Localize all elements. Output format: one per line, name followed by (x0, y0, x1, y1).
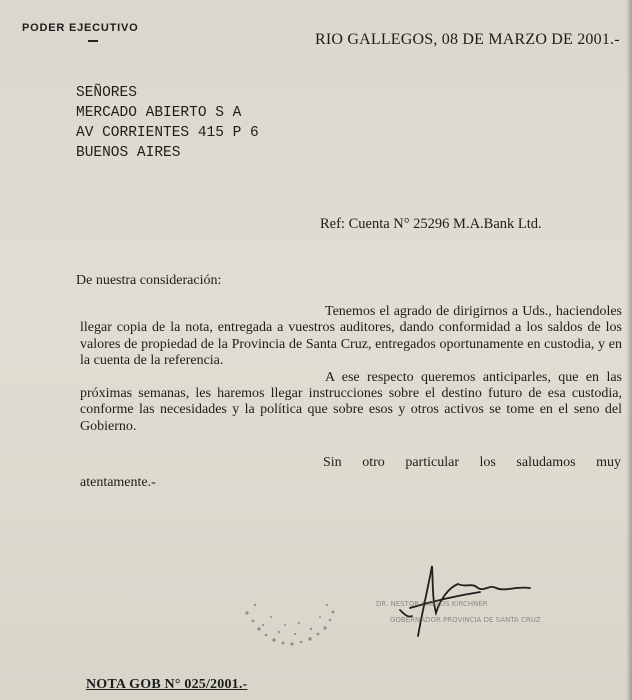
signature-title-line: GOBERNADOR PROVINCIA DE SANTA CRUZ (390, 616, 541, 624)
closing-last: atentamente.- (80, 475, 156, 490)
closing-word: los (479, 455, 496, 470)
paragraph-1: Tenemos el agrado de dirigirnos a Uds., haciendoles llegar copia de la nota, entregada a vuestros auditores, dando conformidad a los saldos de los valores de propiedad de la Provincia de Santa Cruz, entregados oportunamente en custodia, y en la cuenta de la referencia. (80, 304, 622, 369)
page-edge-shadow (626, 0, 632, 700)
greeting: De nuestra consideración: (76, 273, 222, 288)
addressee-block (76, 83, 259, 163)
addressee-line: MERCADO ABIERTO S A (76, 105, 242, 121)
closing-line (323, 455, 621, 471)
signature (370, 558, 545, 643)
nota-number: NOTA GOB N° 025/2001.- (86, 677, 248, 692)
closing-word: muy (596, 455, 621, 470)
stamp-seal (235, 585, 345, 655)
closing-word: otro (362, 455, 385, 470)
paragraph-2: A ese respecto queremos anticiparles, que en las próximas semanas, les haremos llegar instrucciones sobre el destino futuro de esa custodia, conforme las necesidades y la política que sobre esos y otros activos se tome en el seno del Gobierno. (80, 369, 622, 434)
closing-word: Sin (323, 455, 342, 470)
letter-body (80, 304, 622, 435)
reference-line: Ref: Cuenta N° 25296 M.A.Bank Ltd. (320, 216, 542, 232)
header-dash (88, 40, 98, 42)
addressee-line: BUENOS AIRES (76, 145, 181, 161)
closing-word: particular (405, 455, 459, 470)
addressee-line: SEÑORES (76, 85, 137, 101)
addressee-line: AV CORRIENTES 415 P 6 (76, 125, 259, 141)
date-line: RIO GALLEGOS, 08 DE MARZO DE 2001.- (315, 31, 620, 48)
closing-word: saludamos (516, 455, 576, 470)
signature-name-line: DR. NESTOR CARLOS KIRCHNER (376, 600, 488, 608)
office-header: PODER EJECUTIVO (22, 22, 139, 34)
